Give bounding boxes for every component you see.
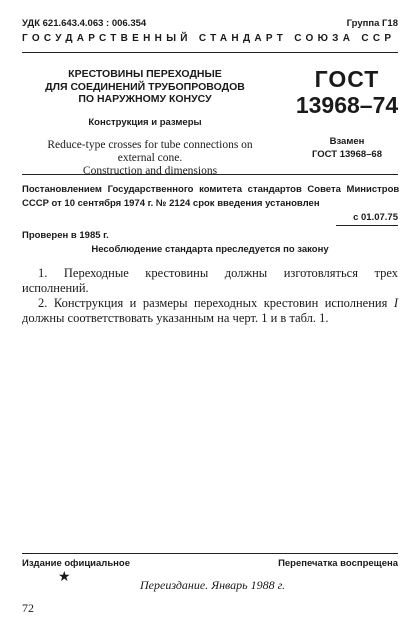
official-edition: Издание официальное: [22, 558, 130, 569]
english-title: [30, 139, 270, 178]
title-line-3: ПО НАРУЖНОМУ КОНУСУ: [78, 93, 212, 105]
page-number: 72: [22, 601, 34, 615]
document-subtitle: Конструкция и размеры: [88, 117, 202, 128]
title-line-1: КРЕСТОВИНЫ ПЕРЕХОДНЫЕ: [68, 68, 222, 80]
paragraph-2-start: 2. Конструкция и размеры переходных крестовин исполнения: [38, 296, 394, 310]
group-code: Группа Г18: [346, 18, 398, 29]
document-title: [30, 68, 260, 106]
standard-banner: ГОСУДАРСТВЕННЫЙ СТАНДАРТ СОЮЗА ССР: [22, 33, 396, 44]
english-title-line-1: Reduce-type crosses for tube connections on external cone.: [47, 139, 253, 164]
english-title-line-2: Construction and dimensions: [82, 165, 218, 177]
reprint-prohibited: Перепечатка воспрещена: [278, 558, 398, 569]
execution-numeral: I: [393, 296, 398, 310]
star-icon: ★: [58, 570, 71, 585]
effective-date-underline: [336, 225, 398, 226]
paragraph-1: 1. Переходные крестовины должны изготовляться трех исполнений.: [22, 266, 398, 295]
legal-notice: Несоблюдение стандарта преследуется по закону: [91, 244, 329, 255]
checked-note: Проверен в 1985 г.: [22, 230, 109, 241]
reissue-note: Переиздание. Январь 1988 г.: [140, 578, 286, 592]
gost-label: ГОСТ: [314, 66, 380, 92]
paragraph-2-end: должны соответствовать указанным на черт. 1 и в табл. 1.: [22, 311, 329, 325]
decree-line-1: Постановлением Государственного комитета стандартов Совета Министров: [22, 184, 400, 195]
udk-code: УДК 621.643.4.063 : 006.354: [22, 18, 147, 29]
header-rule: [22, 52, 398, 53]
gost-number: 13968–74: [295, 92, 399, 118]
paragraph-2: [22, 296, 398, 326]
effective-date: с 01.07.75: [353, 212, 398, 223]
title-rule: [22, 174, 398, 175]
footer-rule: [22, 553, 398, 554]
title-line-2: ДЛЯ СОЕДИНЕНИЙ ТРУБОПРОВОДОВ: [45, 80, 245, 93]
replaces-value: ГОСТ 13968–68: [312, 149, 382, 160]
decree-line-2: СССР от 10 сентября 1974 г. № 2124 срок введения установлен: [22, 198, 320, 209]
replaces-label: Взамен: [329, 136, 365, 147]
